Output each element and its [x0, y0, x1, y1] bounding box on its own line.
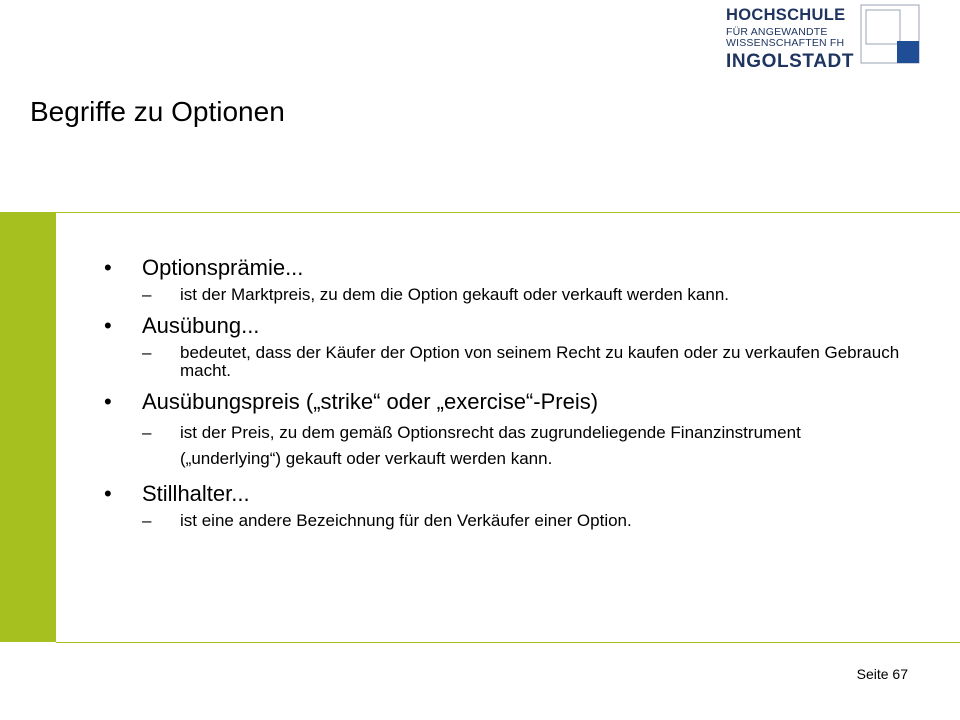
term-definition	[142, 420, 904, 472]
definition-text: ist der Preis, zu dem gemäß Optionsrecht das zugrundeliegende Finanzinstrument („underlying“) gekauft oder verkauft werden kann.	[180, 423, 801, 468]
logo-line-fuer-angewandte: FÜR ANGEWANDTE	[726, 25, 828, 38]
page-number: Seite 67	[856, 666, 908, 682]
bullet: •	[104, 313, 112, 338]
term-definition	[142, 286, 904, 304]
slide-title: Begriffe zu Optionen	[30, 96, 285, 127]
list-item	[104, 254, 904, 304]
term-label: Ausübungspreis („strike“ oder „exercise“-Preis)	[142, 389, 599, 414]
definition-text: ist eine andere Bezeichnung für den Verkäufer einer Option.	[180, 511, 632, 530]
term-ausuebung	[104, 312, 904, 340]
accent-bar	[0, 212, 56, 642]
university-logo	[726, 4, 926, 72]
definition-text: ist der Marktpreis, zu dem die Option gekauft oder verkauft werden kann.	[180, 285, 729, 304]
list-item	[104, 312, 904, 380]
logo-squares-icon	[860, 4, 922, 66]
term-label: Ausübung...	[142, 313, 260, 338]
definition-text: bedeutet, dass der Käufer der Option von seinem Recht zu kaufen oder zu verkaufen Gebrauch macht.	[180, 343, 900, 380]
bullet: •	[104, 481, 112, 506]
term-stillhalter	[104, 480, 904, 508]
term-definition	[142, 512, 904, 530]
list-item	[104, 480, 904, 530]
bullet: •	[104, 255, 112, 280]
bullet: •	[104, 389, 112, 414]
dash: –	[142, 423, 152, 442]
logo-line-hochschule: HOCHSCHULE	[726, 6, 846, 24]
term-label: Optionsprämie...	[142, 255, 304, 280]
logo-line-wissenschaften: WISSENSCHAFTEN FH	[726, 37, 845, 49]
logo-wordmark	[726, 4, 856, 71]
term-optionspraemie	[104, 254, 904, 282]
dash: –	[142, 511, 152, 530]
term-definition	[142, 344, 904, 380]
term-label: Stillhalter...	[142, 481, 250, 506]
term-ausuebungspreis	[104, 388, 904, 416]
dash: –	[142, 343, 152, 362]
list-item	[104, 388, 904, 472]
definition-list	[104, 254, 904, 538]
logo-line-ingolstadt: INGOLSTADT	[726, 50, 855, 72]
dash: –	[142, 285, 152, 304]
